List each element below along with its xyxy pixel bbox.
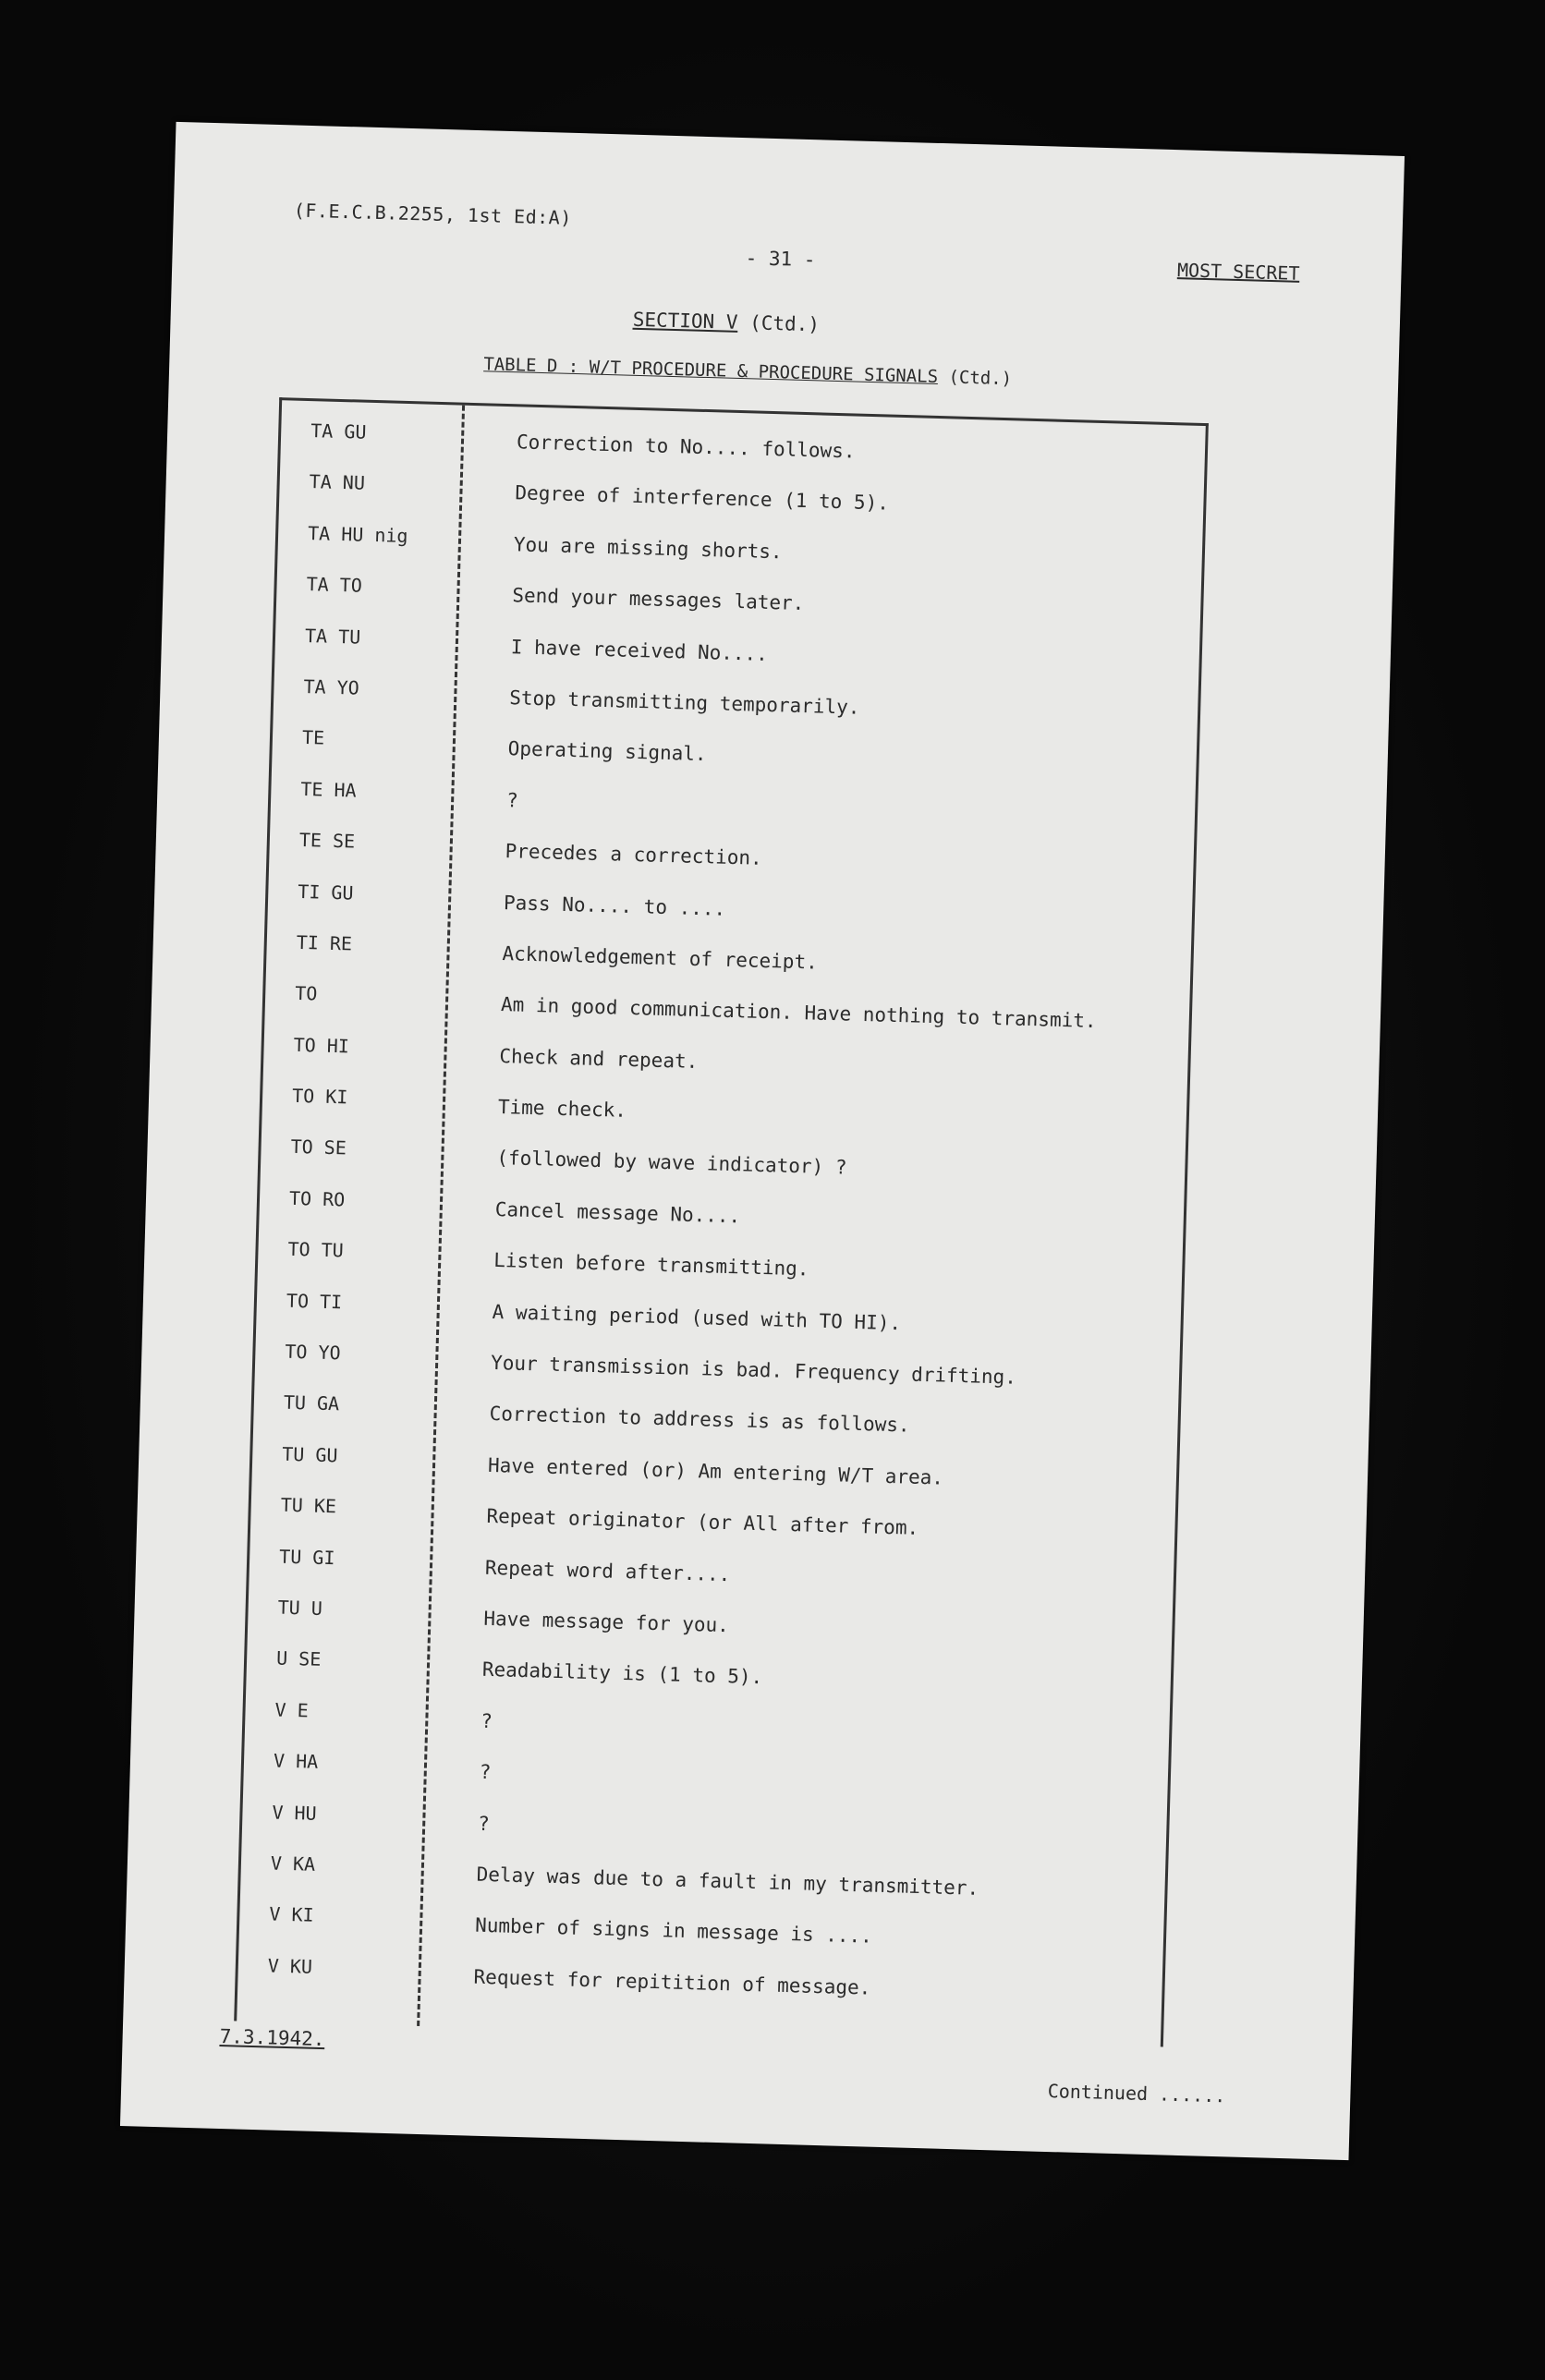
signal-meaning: Check and repeat. [499, 1044, 699, 1073]
signal-meaning: Am in good communication. Have nothing to transmit. [500, 993, 1097, 1033]
page-number: - 31 - [745, 247, 816, 272]
continued-note: Continued ...... [1047, 2080, 1226, 2107]
section-heading [632, 309, 820, 336]
signal-code: TO HI [293, 1033, 350, 1058]
signal-code: TO TI [286, 1289, 343, 1314]
signal-meaning: Cancel message No.... [494, 1197, 741, 1228]
signal-code: TI RE [296, 930, 353, 955]
signal-meaning: ? [479, 1760, 492, 1784]
signal-code: TU GA [283, 1391, 340, 1415]
document-reference: (F.E.C.B.2255, 1st Ed:A) [293, 199, 573, 229]
signal-code: TO YO [285, 1340, 341, 1365]
signal-meaning: ? [477, 1812, 491, 1835]
table-title: TABLE D : W/T PROCEDURE & PROCEDURE SIGNALS [483, 354, 939, 387]
signal-meaning: Repeat word after.... [484, 1556, 731, 1585]
signal-meaning: Readability is (1 to 5). [481, 1658, 763, 1689]
signal-code: V KA [270, 1852, 316, 1876]
signal-meaning: A waiting period (used with TO HI). [492, 1300, 902, 1334]
signal-meaning: Delay was due to a fault in my transmitter. [476, 1863, 979, 1900]
table-suffix: (Ctd.) [948, 367, 1013, 390]
signal-code: TI GU [298, 880, 354, 905]
signal-code: TO SE [290, 1135, 347, 1160]
signal-code: TO KI [291, 1084, 348, 1109]
signal-code: TA HU nig [307, 521, 408, 547]
signals-table [234, 397, 1209, 2046]
signal-meaning: Precedes a correction. [505, 840, 763, 869]
signal-code: TO TU [287, 1237, 345, 1262]
section-label: SECTION V [632, 308, 738, 334]
signal-code: TU GU [282, 1442, 338, 1467]
signal-code: TA TU [304, 624, 361, 649]
signal-meaning: Have message for you. [483, 1607, 730, 1637]
signal-meaning: Have entered (or) Am entering W/T area. [487, 1453, 944, 1489]
signal-meaning: You are missing shorts. [513, 533, 783, 564]
signal-meaning: Degree of interference (1 to 5). [515, 481, 890, 515]
section-suffix: (Ctd.) [748, 311, 821, 336]
signal-code: V HU [272, 1801, 318, 1825]
document-date: 7.3.1942. [219, 2024, 325, 2051]
signal-code: V KU [267, 1954, 313, 1978]
signal-meaning: Correction to No.... follows. [516, 431, 856, 463]
signal-code: V KI [269, 1902, 314, 1927]
signal-code: TE [301, 726, 325, 749]
signal-code: TA NU [309, 470, 366, 495]
signal-code: V E [274, 1698, 310, 1722]
signal-code: TU KE [280, 1493, 337, 1518]
signal-code: TO [294, 982, 318, 1005]
signal-meaning: Listen before transmitting. [493, 1249, 809, 1281]
signal-code: U SE [275, 1646, 322, 1671]
signal-meaning: Acknowledgement of receipt. [502, 941, 819, 974]
document-page [120, 122, 1405, 2160]
signal-code: TE SE [298, 829, 356, 853]
signal-code: TU U [277, 1596, 323, 1620]
signal-meaning: Number of signs in message is .... [474, 1913, 873, 1948]
signal-code: TE HA [300, 777, 357, 802]
signal-meaning: Correction to address is as follows. [489, 1402, 910, 1437]
signal-code: TA TO [306, 573, 363, 597]
signal-code: TA GU [310, 419, 367, 443]
signal-meaning: Send your messages later. [512, 584, 805, 615]
signal-meaning: ? [505, 788, 519, 812]
signal-code: TA YO [303, 674, 360, 699]
signal-meaning: Request for repitition of message. [473, 1965, 871, 1999]
signal-meaning: Your transmission is bad. Frequency drifting. [490, 1351, 1017, 1389]
classification-marking: MOST SECRET [1176, 259, 1300, 285]
signal-meaning: I have received No.... [510, 635, 769, 665]
signals-rows [237, 411, 1206, 2022]
signal-meaning: Operating signal. [507, 737, 707, 766]
signal-code: V HA [273, 1749, 319, 1773]
signal-meaning: Pass No.... to .... [503, 891, 726, 920]
table-heading [483, 354, 1012, 389]
signal-code: TU GI [278, 1545, 335, 1569]
signal-meaning: Time check. [497, 1096, 627, 1122]
signal-meaning: (followed by wave indicator) ? [496, 1147, 847, 1180]
signal-meaning: Repeat originator (or All after from. [486, 1505, 919, 1540]
signal-meaning: ? [481, 1709, 493, 1732]
signal-code: TO RO [288, 1186, 346, 1211]
signal-meaning: Stop transmitting temporarily. [508, 686, 860, 719]
